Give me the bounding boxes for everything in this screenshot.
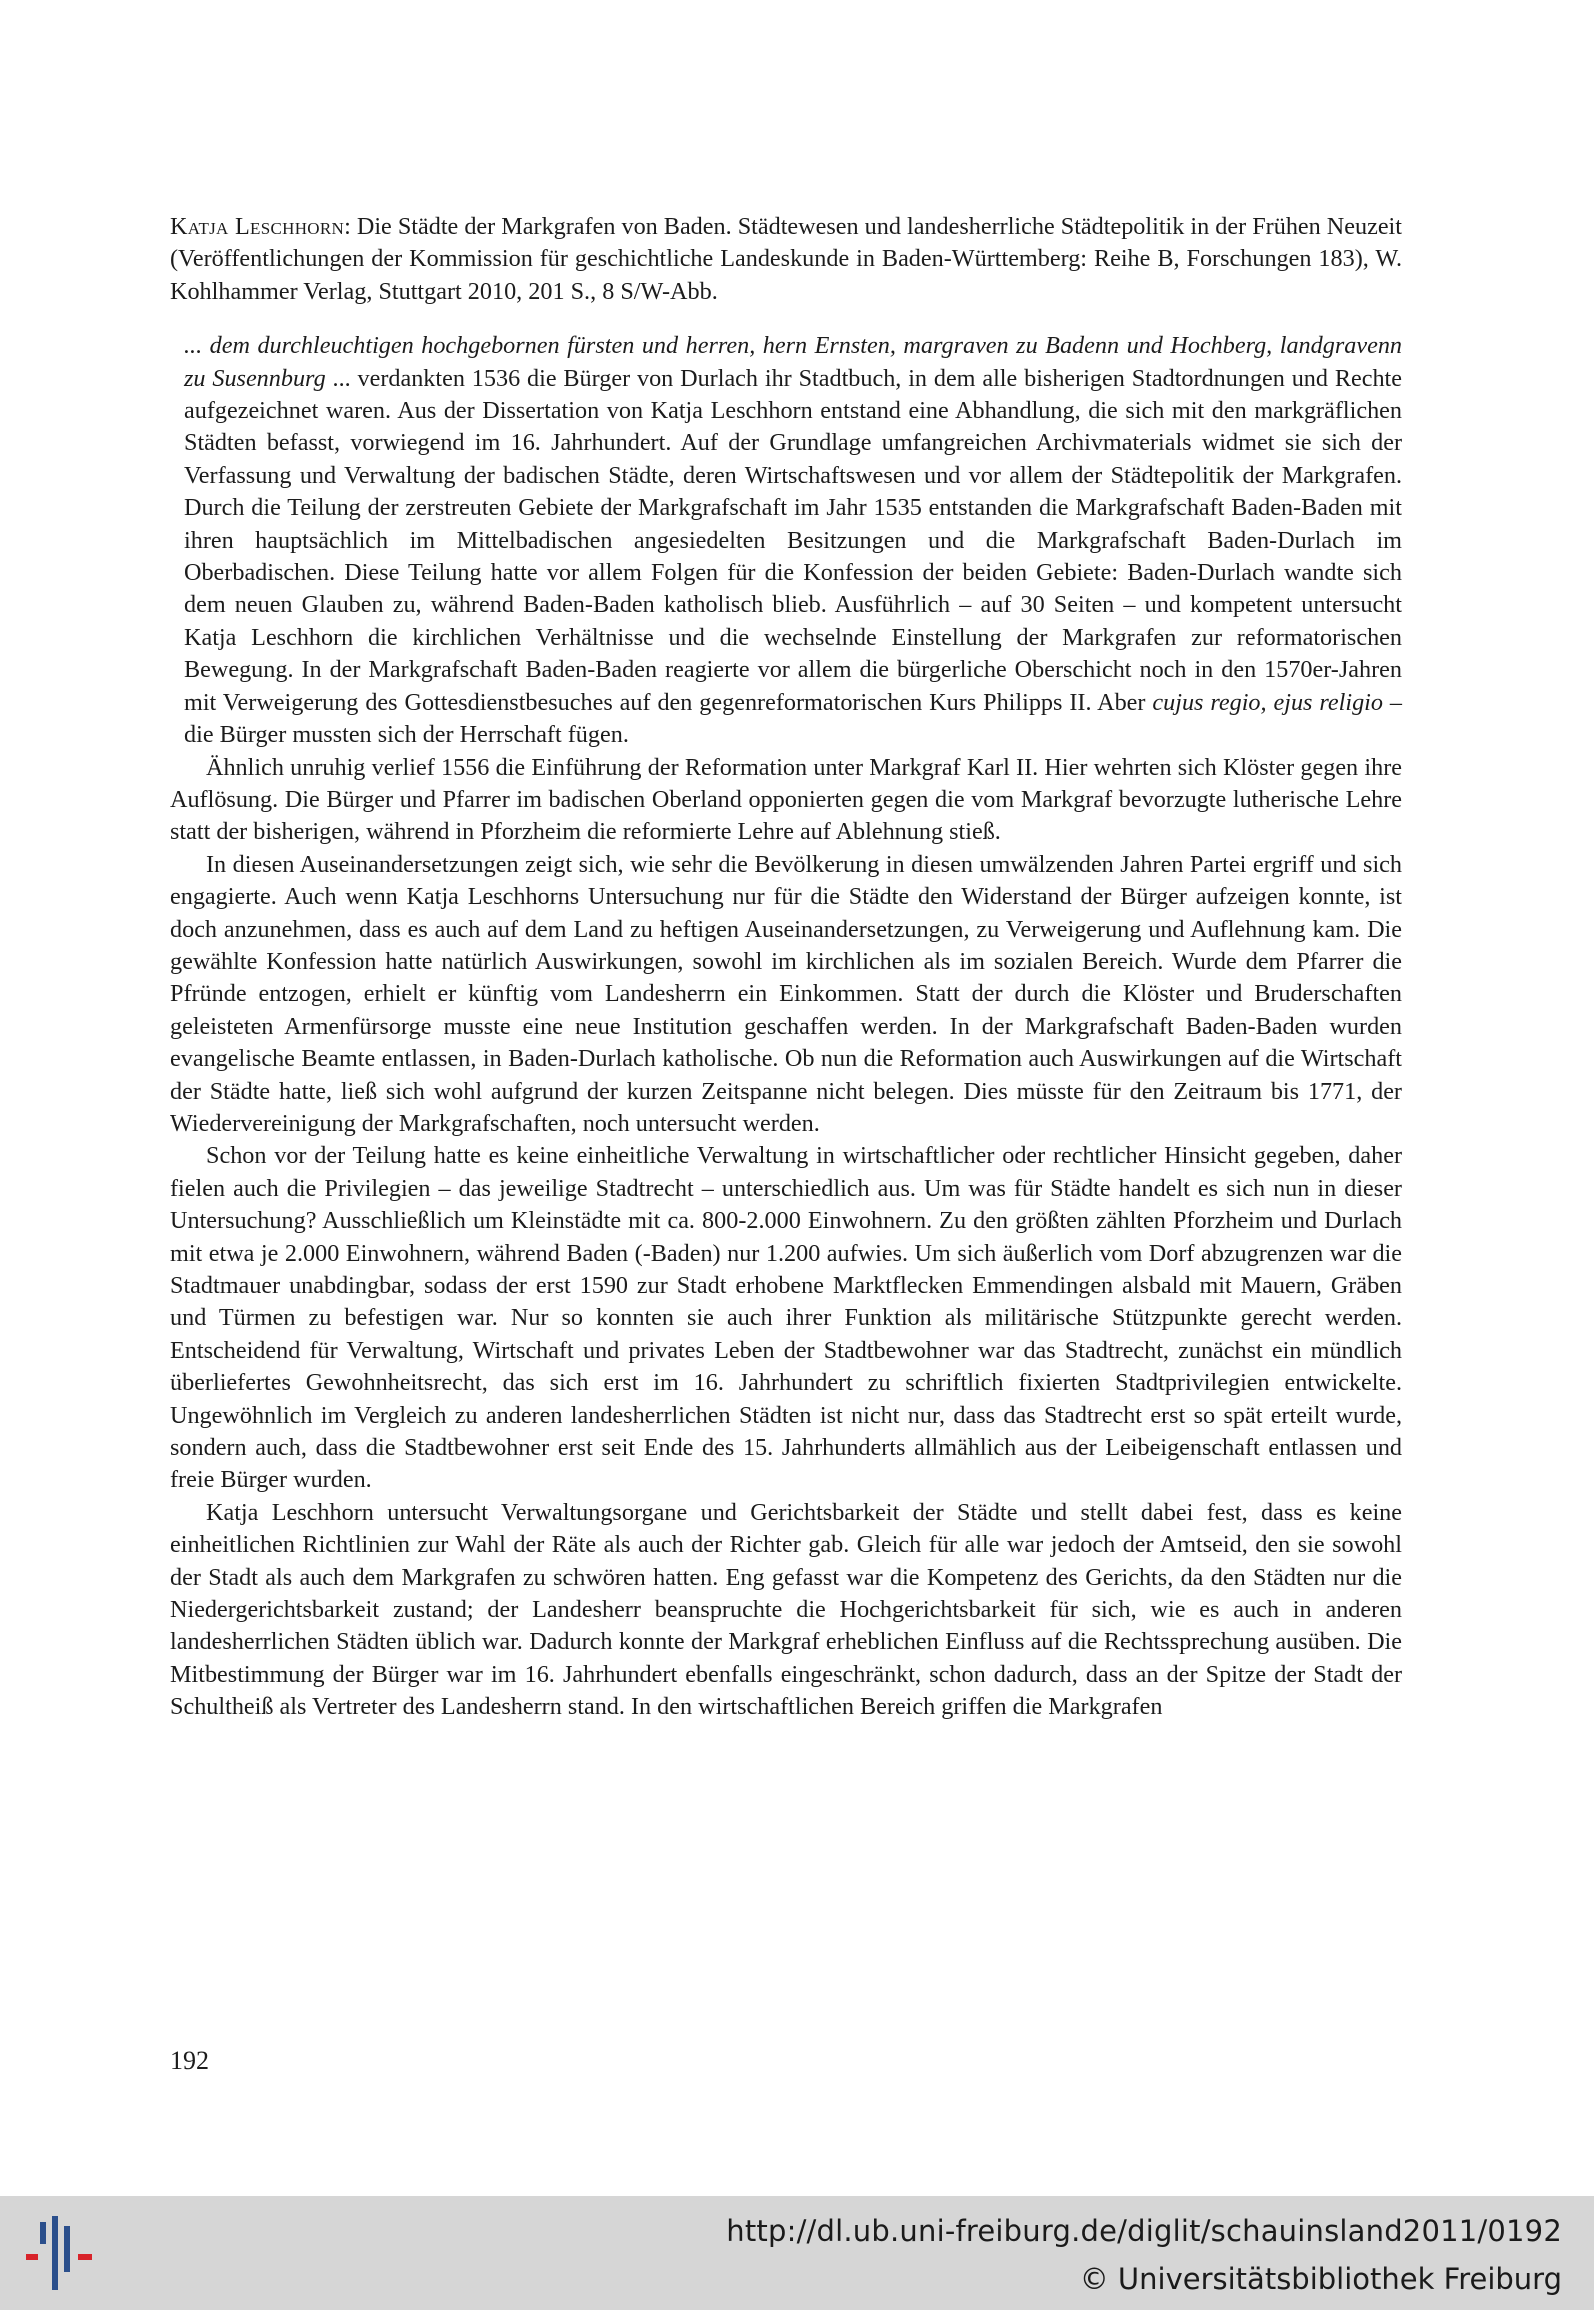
source-url-link[interactable]: http://dl.ub.uni-freiburg.de/diglit/schauinsland2011/0192 [726,2214,1562,2248]
latin-phrase: cujus regio, ejus religio [1152,688,1383,716]
library-logo-icon [22,2216,98,2290]
book-citation: : Die Städte der Markgrafen von Baden. Städtewesen und landesherrliche Städtepolitik in der Frühen Neuzeit (Veröffentlichungen der Kommission für geschichtliche Landeskunde in Baden-Württemberg: Reihe B, Forschungen 183), W. Kohlhammer Verlag, Stuttgart 2010, 201 S., 8 S/W-Abb. [170,213,1402,305]
paragraph-3: In diesen Auseinandersetzungen zeigt sich, wie sehr die Bevölkerung in diesen umwälzenden Jahren Partei ergriff und sich engagierte. Auch wenn Katja Leschhorns Untersuchung nur für die Städte den Widerstand der Bürger aufzeigen konnte, ist doch anzunehmen, dass es auch auf dem Land zu heftigen Auseinandersetzungen, zu Verweigerung und Auflehnung kam. Die gewählte Konfession hatte natürlich Auswirkungen, sowohl im kirchlichen als im sozialen Bereich. Wurde dem Pfarrer die Pfründe entzogen, erhielt er künftig vom Landesherrn ein Einkommen. Statt der durch die Klöster und Bruderschaften geleisteten Armenfürsorge musste eine neue Institution geschaffen werden. In der Markgrafschaft Baden-Baden wurden evangelische Beamte entlassen, in Baden-Durlach katholische. Ob nun die Reformation auch Auswirkungen auf die Wirtschaft der Städte hatte, ließ sich wohl aufgrund der kurzen Zeitspanne nicht belegen. Dies müsste für den Zeitraum bis 1771, der Wiedervereinigung der Markgrafschaften, noch untersucht werden. [170,850,1402,1137]
paragraph-1 [170,330,1402,751]
footer-bar [0,2196,1594,2310]
paragraph-2: Ähnlich unruhig verlief 1556 die Einführung der Reformation unter Markgraf Karl II. Hier wehrten sich Klöster gegen ihre Auflösung. Die Bürger und Pfarrer im badischen Oberland opponierten gegen die vom Markgraf bevorzugte lutherische Lehre statt der bisherigen, während in Pforzheim die reformierte Lehre auf Ablehnung stieß. [170,753,1402,846]
paragraph-4: Schon vor der Teilung hatte es keine einheitliche Verwaltung in wirtschaftlicher oder rechtlicher Hinsicht gegeben, daher fielen auch die Privilegien – das jeweilige Stadtrecht – unterschiedlich aus. Um was für Städte handelt es sich nun in dieser Untersuchung? Ausschließlich um Kleinstädte mit ca. 800-2.000 Einwohnern. Zu den größten zählten Pforzheim und Durlach mit etwa je 2.000 Einwohnern, während Baden (-Baden) nur 1.200 aufwies. Um sich äußerlich vom Dorf abzugrenzen war die Stadtmauer unabdingbar, sodass der erst 1590 zur Stadt erhobene Marktflecken Emmendingen alsbald mit Mauern, Gräben und Türmen zu befestigen war. Nur so konnten sie auch ihrer Funktion als militärische Stützpunkte gerecht werden. Entscheidend für Verwaltung, Wirtschaft und privates Leben der Stadtbewohner war das Stadtrecht, zunächst ein mündlich überliefertes Gewohnheitsrecht, das sich erst im 16. Jahrhundert zu schriftlich fixierten Stadtprivilegien entwickelte. Ungewöhnlich im Vergleich zu anderen landesherrlichen Städten ist nicht nur, dass das Stadtrecht erst so spät erteilt wurde, sondern auch, dass die Stadtbewohner erst seit Ende des 15. Jahrhunderts allmählich aus der Leibeigenschaft entlassen und freie Bürger wurden. [170,1142,1402,1494]
review-text-block [170,211,1402,1724]
paragraph-5: Katja Leschhorn untersucht Verwaltungsorgane und Gerichtsbarkeit der Städte und stellt dabei fest, dass es keine einheitlichen Richtlinien zur Wahl der Räte als auch der Richter gab. Gleich für alle war jedoch der Amtseid, den sie sowohl der Stadt als auch dem Markgrafen zu schwören hatten. Eng gefasst war die Kompetenz des Gerichts, da den Städten nur die Niedergerichtsbarkeit zustand; der Landesherr beanspruchte die Hochgerichtsbarkeit für sich, wie es auch in anderen landesherrlichen Städten üblich war. Dadurch konnte der Markgraf erheblichen Einfluss auf die Rechtssprechung ausüben. Die Mitbestimmung der Bürger war im 16. Jahrhundert ebenfalls eingeschränkt, schon dadurch, dass an der Spitze der Stadt der Schultheiß als Vertreter des Landesherrn stand. In den wirtschaftlichen Bereich griffen die Markgrafen [170,1498,1402,1721]
paragraph-1-text-b: – die Bürger mussten sich der Herrschaft fügen. [184,688,1403,749]
review-citation [170,211,1402,308]
opening-quote: ... dem durchleuchtigen hochgebornen fürsten und herren, hern Ernsten, margraven zu Badenn und Hochberg, landgravenn zu Susennburg [184,332,1402,392]
paragraph-1-text-a: ... verdankten 1536 die Bürger von Durlach ihr Stadtbuch, in dem alle bisherigen Stadtordnungen und Rechte aufgezeichnet waren. Aus der Dissertation von Katja Leschhorn entstand eine Abhandlung, die sich mit den markgräflichen Städten befasst, vorwiegend im 16. Jahrhundert. Auf der Grundlage umfangreichen Archivmaterials widmet sie sich der Verfassung und Verwaltung der badischen Städte, deren Wirtschaftswesen und vor allem der Städtepolitik der Markgrafen. Durch die Teilung der zerstreuten Gebiete der Markgrafschaft im Jahr 1535 entstanden die Markgrafschaft Baden-Baden mit ihren hauptsächlich im Mittelbadischen angesiedelten Besitzungen und die Markgrafschaft Baden-Durlach im Oberbadischen. Diese Teilung hatte vor allem Folgen für die Konfession der beiden Gebiete: Baden-Durlach wandte sich dem neuen Glauben zu, während Baden-Baden katholisch blieb. Ausführlich – auf 30 Seiten – und kompetent untersucht Katja Leschhorn die kirchlichen Verhältnisse und die wechselnde Einstellung der Markgrafen zur reformatorischen Bewegung. In der Markgrafschaft Baden-Baden reagierte vor allem die bürgerliche Oberschicht noch in den 1570er-Jahren mit Verweigerung des Gottesdienstbesuches auf den gegenreformatorischen Kurs Philipps II. Aber [184,364,1402,716]
page-number: 192 [170,2046,209,2075]
review-author: Katja Leschhorn [170,213,345,240]
copyright-notice: © Universitätsbibliothek Freiburg [1079,2262,1562,2296]
